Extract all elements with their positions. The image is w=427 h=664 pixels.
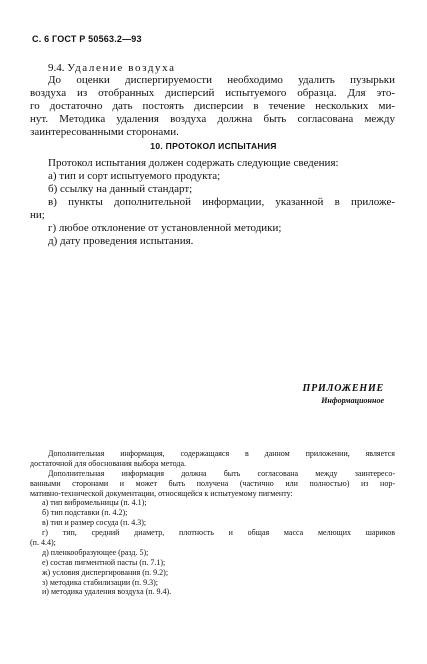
section-10-heading: 10. ПРОТОКОЛ ИСПЫТАНИЯ (150, 141, 277, 151)
section-9-4-heading: Удаление воздуха (67, 62, 176, 74)
appendix-list-item: д) пленкообразующее (разд. 5); (42, 547, 149, 557)
appendix-list-item: в) тип и размер сосуда (п. 4.3); (42, 518, 147, 528)
appendix-body (30, 449, 395, 597)
paragraph-line: заинтересованными сторонами. (30, 126, 179, 138)
appendix-list-item: а) тип вибромельницы (п. 4.1); (42, 498, 147, 508)
paragraph-line: нут. Методика удаления воздуха должна быть согласована между (30, 113, 395, 125)
appendix-list-item: б) тип подставки (п. 4.2); (42, 508, 128, 518)
appendix-title: ПРИЛОЖЕНИЕ (302, 383, 384, 394)
section-10-intro: Протокол испытания должен содержать следующие сведения: (48, 157, 339, 169)
list-item: д) дату проведения испытания. (48, 235, 194, 247)
section-9-4-title (48, 62, 176, 74)
paragraph-line: го достаточно дать постоять дисперсии в течение нескольких ми- (30, 100, 395, 112)
appendix-para1-line: Дополнительная информация, содержащаяся в данном приложении, является (48, 449, 395, 458)
paragraph-line: До оценки диспергируемости необходимо удалить пузырьки (48, 74, 395, 86)
appendix-para2-line: ванными сторонами и может быть получена (частично или полностью) из нор- (30, 478, 395, 488)
list-item: в) пункты дополнительной информации, указанной в приложе- (48, 196, 395, 208)
list-item-continuation: ни; (30, 209, 45, 221)
appendix-list-item-continuation: (п. 4.4); (30, 538, 56, 548)
appendix-para2-line: мативно-технической документации, относящейся к испытуемому пигменту: (30, 488, 293, 498)
list-item: б) ссылку на данный стандарт; (48, 183, 193, 195)
page-header: С. 6 ГОСТ Р 50563.2—93 (32, 34, 142, 44)
list-item: г) любое отклонение от установленной методики; (48, 222, 282, 234)
appendix-subtitle: Информационное (321, 396, 384, 405)
appendix-list-item: е) состав пигментной пасты (п. 7.1); (42, 557, 166, 567)
appendix-list-item: ж) условия диспергирования (п. 9.2); (42, 567, 169, 577)
appendix-list (30, 498, 395, 597)
paragraph-line: воздуха из отобранных дисперсий испытуемого образца. Для это- (30, 87, 395, 99)
appendix-list-item: и) методика удаления воздуха (п. 9.4). (42, 587, 172, 597)
list-item: а) тип и сорт испытуемого продукта; (48, 170, 221, 182)
section-9-4-number: 9.4. (48, 62, 65, 74)
appendix-list-item: г) тип, средний диаметр, плотность и общая масса мелющих шариков (42, 528, 395, 538)
section-10-body (30, 157, 395, 248)
section-9-4-paragraph (30, 74, 395, 139)
appendix-para1-line: достаточной для обоснования выбора метода. (30, 458, 187, 468)
appendix-para2-line: Дополнительная информация должна быть согласована между заинтересо- (48, 468, 395, 478)
appendix-list-item: з) методика стабилизации (п. 9.3); (42, 577, 158, 587)
